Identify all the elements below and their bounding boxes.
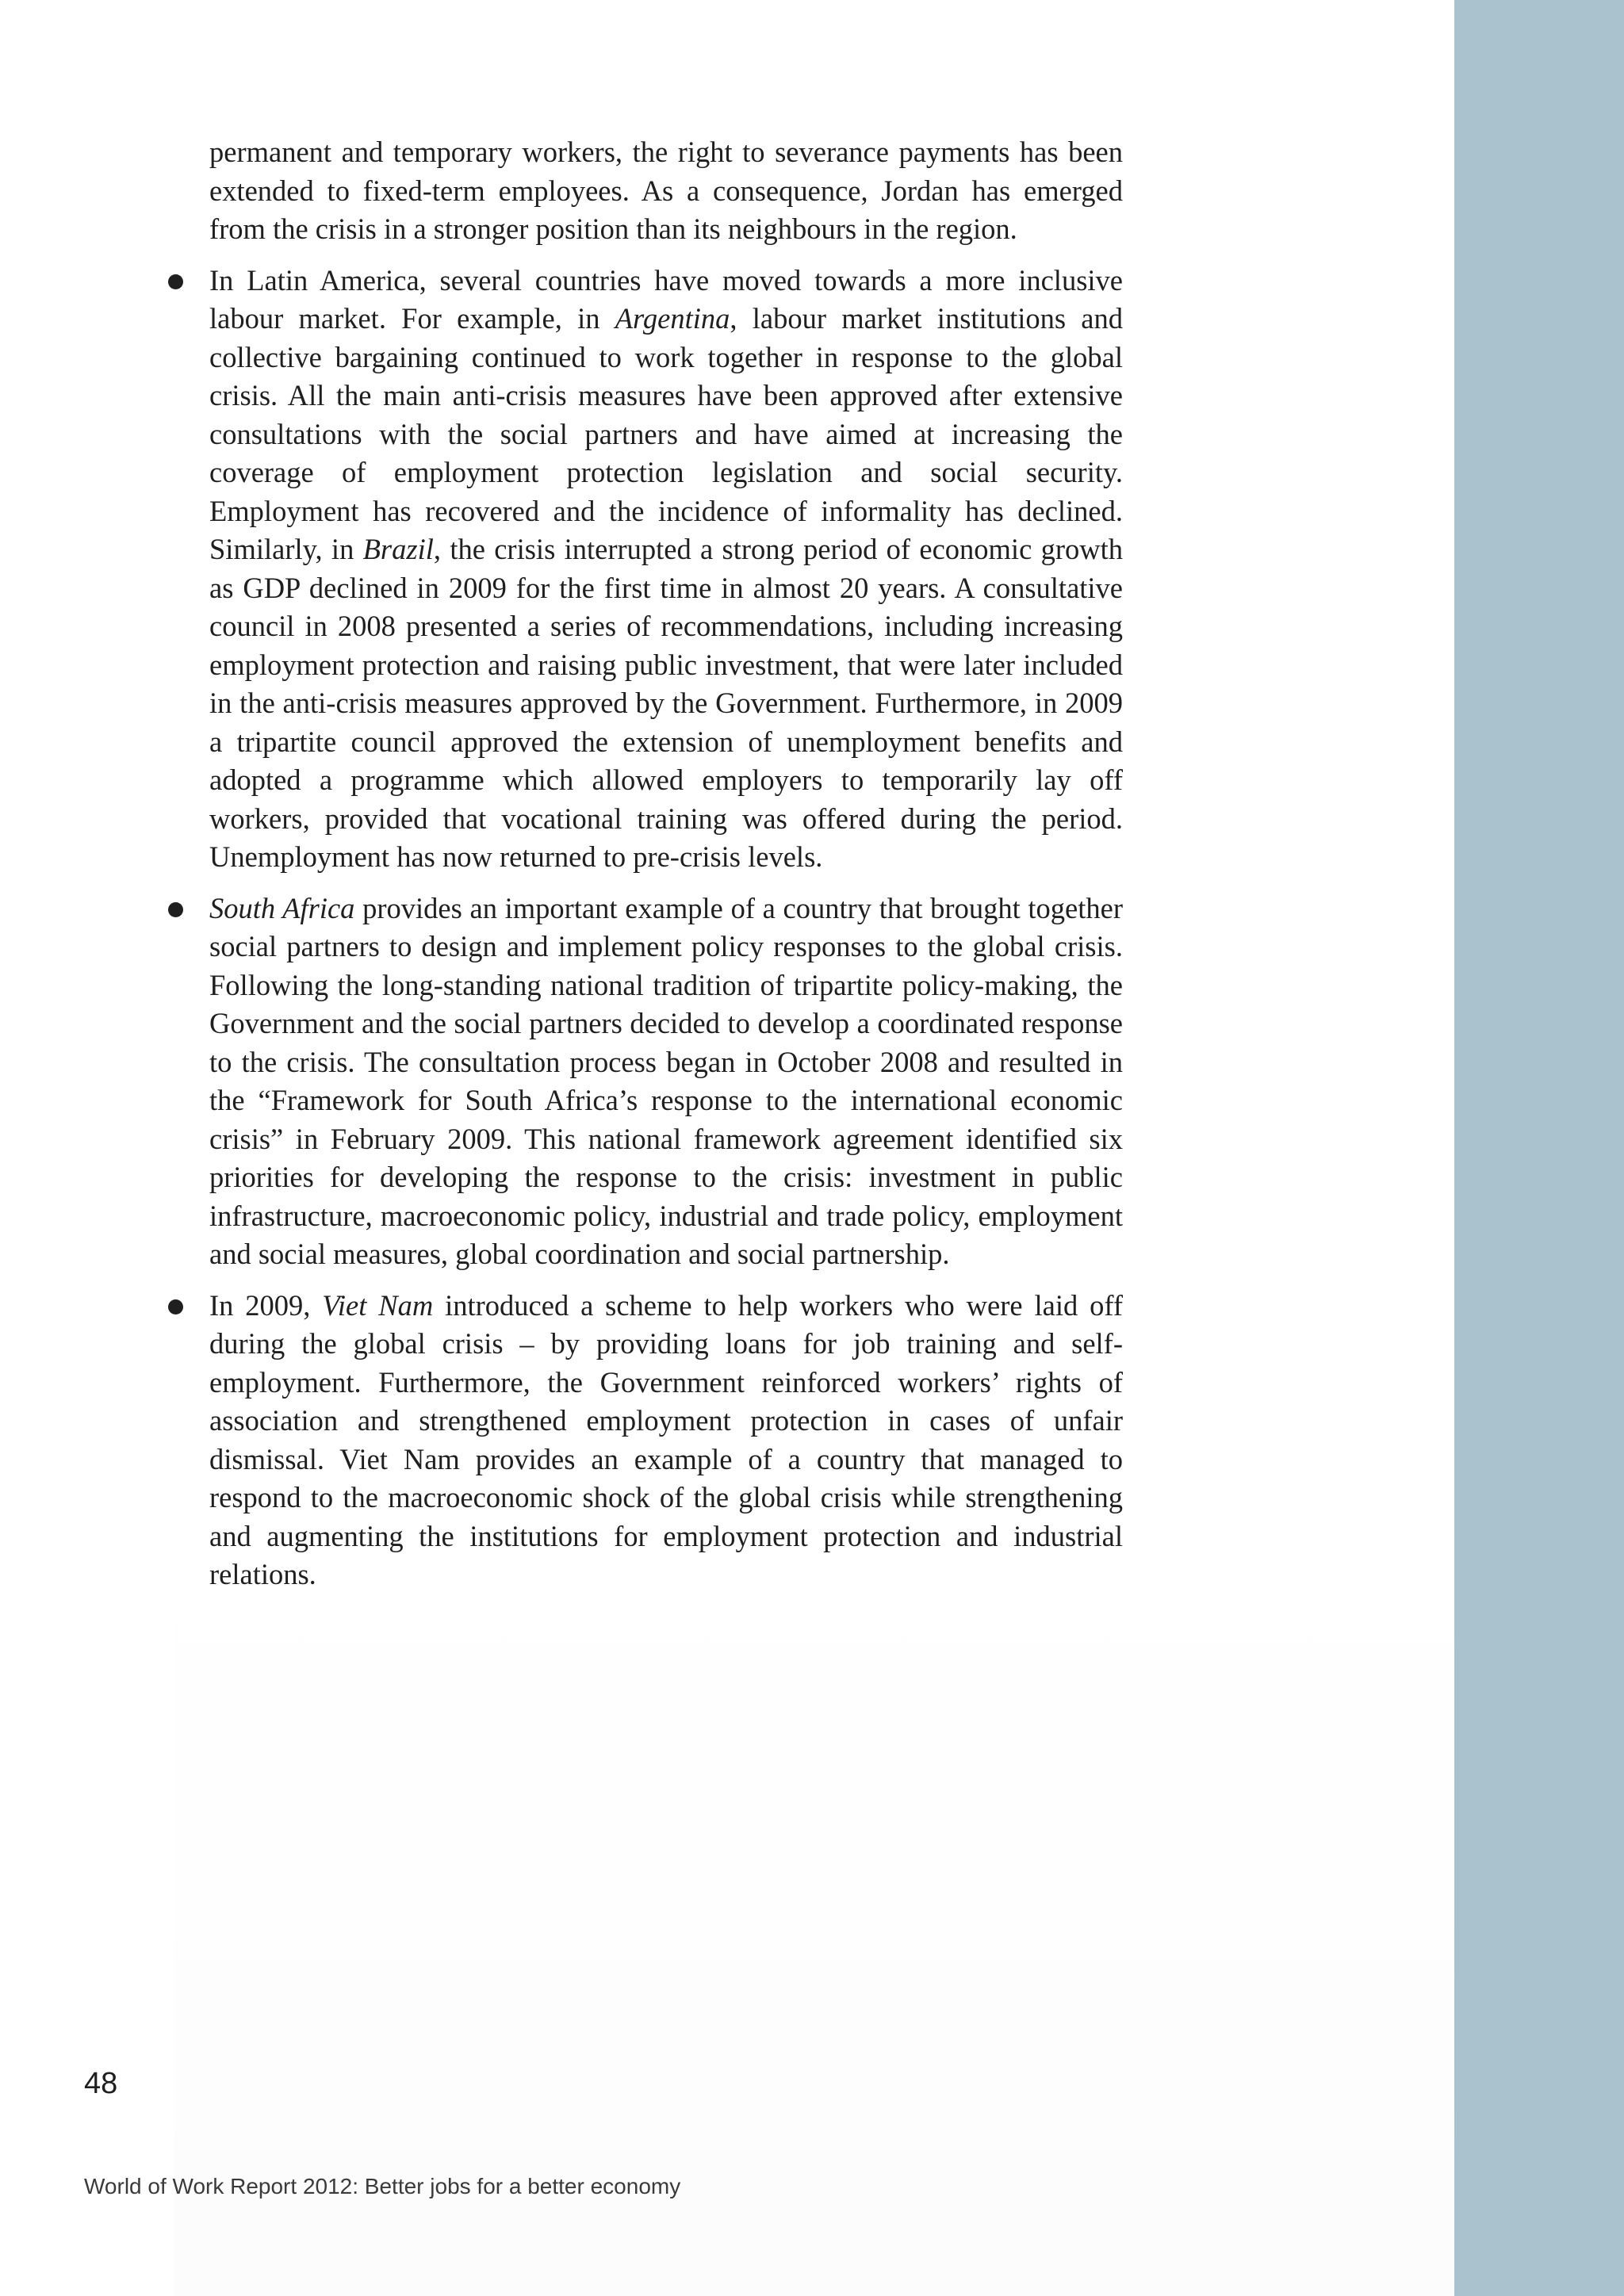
bullet-icon [168,1299,183,1314]
page-number: 48 [84,2067,118,2100]
bullet-item-viet-nam [209,1287,1123,1594]
bullet-item-latin-america [209,262,1123,877]
body-text [209,133,1123,1594]
paragraph-text: provides an important example of a country that brought together social partners to design and implement policy responses to the global crisis. Following the long-standing national tradition of tripartite policy-making, the Government and the social partners decided to develop a coordinated response to the crisis. The consultation process began in October 2008 and resulted in the “Framework for South Africa’s response to the international economic crisis” in February 2009. This national framework agreement identified six priorities for developing the response to the crisis: investment in public infrastructure, macroeconomic policy, industrial and trade policy, employment and social measures, global coordination and social partnership. [209,891,1123,1270]
country-name-south-africa: South Africa [209,891,355,924]
paragraph-continuation [209,133,1123,249]
paragraph-text: permanent and temporary workers, the right to severance payments has been extended to fixed-term employees. As a consequence, Jordan has emerged from the crisis in a stronger position than its neighbours in the region. [209,136,1123,245]
sidebar-color-band [1454,0,1624,2296]
bullet-icon [168,902,183,917]
country-name-brazil: Brazil [362,533,434,565]
country-name-argentina: Argentina [615,302,730,335]
country-name-viet-nam: Viet Nam [322,1288,434,1322]
paragraph-text: In Latin America, several countries have moved towards a more inclusive labour market. For example, in [209,263,1123,335]
paragraph-text: In 2009, [209,1288,323,1322]
paragraph-text: , labour market institutions and collective bargaining continued to work together in response to the global crisis. All the main anti-crisis measures have been approved after extensive consultations with the social partners and have aimed at increasing the coverage of employment protection legislation and social security. Employment has recovered and the incidence of informality has declined. Similarly, in [209,302,1123,565]
paragraph-text: , the crisis interrupted a strong period of economic growth as GDP declined in 2009 for the first time in almost 20 years. A consultative council in 2008 presented a series of recommendations, including increasing employment protection and raising public investment, that were later included in the anti-crisis measures approved by the Government. Furthermore, in 2009 a tripartite council approved the extension of unemployment benefits and adopted a programme which allowed employers to temporarily lay off workers, provided that vocational training was offered during the period. Unemployment has now returned to pre-crisis levels. [209,533,1123,873]
bullet-item-south-africa [209,890,1123,1274]
bullet-icon [168,274,183,289]
running-footer: World of Work Report 2012: Better jobs for a better economy [84,2174,681,2198]
paragraph-text: introduced a scheme to help workers who were laid off during the global crisis – by providing loans for job training and self-employment. Furthermore, the Government reinforced workers’ rights of association and strengthened employment protection in cases of unfair dismissal. Viet Nam provides an example of a country that managed to respond to the macroeconomic shock of the global crisis while strengthening and augmenting the institutions for employment protection and industrial relations. [209,1288,1123,1590]
